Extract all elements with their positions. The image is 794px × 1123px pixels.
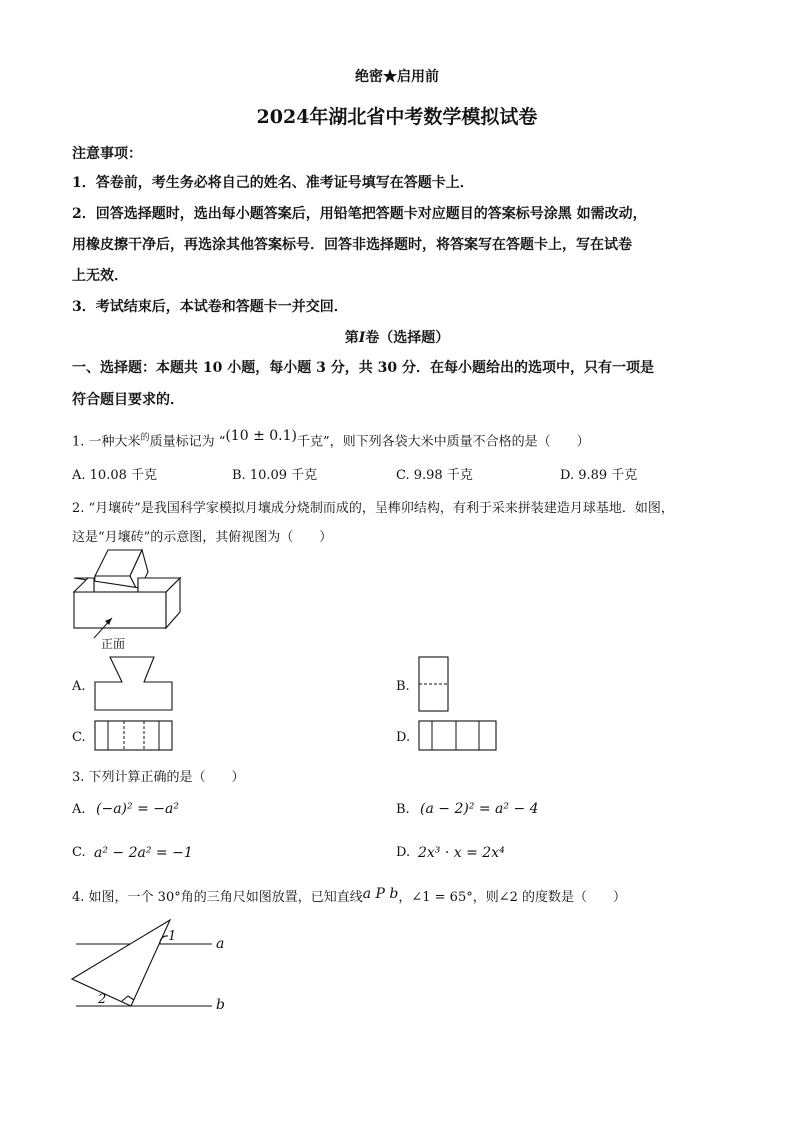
q3-option-d-expr: 2x³ · x = 2x⁴ [418,845,505,861]
section-title-suffix: 卷（选择题） [365,330,450,346]
notes-item-1: 1．答卷前，考生务必将自己的姓名、准考证号填写在答题卡上． [72,175,474,191]
question-3-stem: 3. 下列计算正确的是（ ） [72,770,245,785]
q4-text-b: ，∠1 = 65°，则∠2 的度数是（ ） [398,890,627,905]
q4-text-a: 4. 如图，一个 30°角的三角尺如图放置，已知直线 [72,890,363,905]
q4-angle-1-label: 1 [168,929,177,944]
question-1-stem [72,430,590,449]
q3-option-a-label[interactable]: A. [72,802,86,817]
front-label: 正面 [101,637,126,651]
q3-option-c-expr: a² − 2a² = −1 [94,845,193,861]
q2-option-b-label[interactable]: B. [396,679,410,694]
q3-option-a-expr: (−a)² = −a² [96,801,179,817]
q1-option-c[interactable]: C. 9.98 千克 [396,468,473,483]
q1-option-a[interactable]: A. 10.08 千克 [72,468,158,483]
moon-brick-figure [70,548,190,656]
question-2-line-1: 2. “月壤砖”是我国科学家模拟月壤成分烧制而成的，呈榫卯结构，有利于采来拼装建造月球基地．如图， [72,501,674,516]
notes-item-2-line-3: 上无效． [72,268,128,284]
q1-expression: (10 ± 0.1) [225,428,297,445]
section-title-prefix: 第 [344,330,359,346]
section-title-roman: I [358,330,366,346]
q1-text-b: 质量标记为 “ [149,434,226,450]
page-title: 2024年湖北省中考数学模拟试卷 [256,106,538,128]
section-instruction-line-1: 一、选择题：本题共 10 小题，每小题 3 分，共 30 分．在每小题给出的选项中，只有一项是 [72,360,654,376]
secret-mark: 绝密★启用前 [355,69,439,85]
notes-item-2-line-2: 用橡皮擦干净后，再选涂其他答案标号．回答非选择题时，将答案写在答题卡上，写在试卷 [72,237,632,253]
q3-option-b-expr: (a − 2)² = a² − 4 [420,801,539,817]
q2-option-c-label[interactable]: C. [72,730,86,745]
q1-text-a: 1. 一种大米 [72,434,141,450]
q2-option-a-label[interactable]: A. [72,679,86,694]
question-2-line-2: 这是“月壤砖”的示意图，其俯视图为（ ） [72,530,333,545]
notes-item-3: 3．考试结束后，本试卷和答题卡一并交回． [72,299,348,315]
q3-option-b-label[interactable]: B. [396,802,410,817]
notes-heading: 注意事项： [72,146,142,162]
section-instruction-line-2: 符合题目要求的． [72,392,184,408]
q4-line-a-label: a [216,936,225,952]
q2-option-c-figure[interactable] [94,720,174,752]
question-4-stem [72,886,626,905]
q2-option-a-figure[interactable] [94,656,174,712]
q1-option-d[interactable]: D. 9.89 千克 [560,468,638,483]
q2-option-d-figure[interactable] [418,720,498,752]
notes-item-2-line-1: 2．回答选择题时，选出每小题答案后，用铅笔把答题卡对应题目的答案标号涂黑 如需改动， [72,206,647,222]
q1-text-sup: 的 [140,433,150,443]
q1-text-c: 千克”，则下列各袋大米中质量不合格的是（ ） [296,434,590,450]
triangle-parallel-lines-figure [70,918,240,1018]
q1-option-b[interactable]: B. 10.09 千克 [232,468,318,483]
q2-option-b-figure[interactable] [418,656,450,712]
q2-option-d-label[interactable]: D. [396,730,411,745]
section-title [0,327,794,347]
q3-option-c-label[interactable]: C. [72,845,86,860]
q3-option-d-label[interactable]: D. [396,845,411,860]
q4-lines-expr: a P b [362,886,399,902]
q4-line-b-label: b [216,997,225,1013]
q4-angle-2-label: 2 [98,992,107,1007]
